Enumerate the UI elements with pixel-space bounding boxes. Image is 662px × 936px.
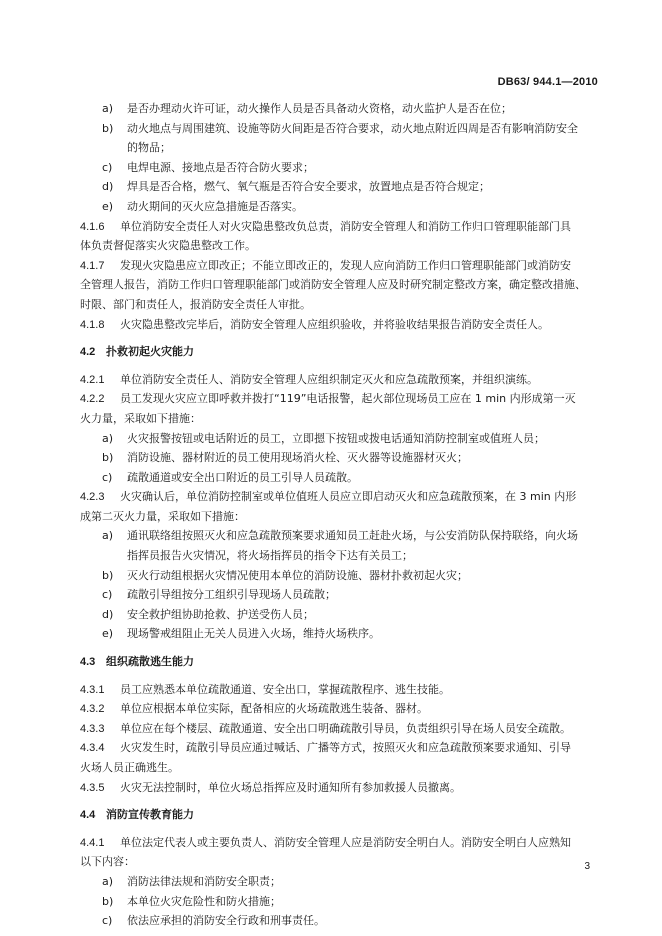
list-item-continuation: 的物品；: [127, 141, 171, 155]
page-number: 3: [584, 861, 590, 872]
list-item: c) 疏散通道或安全出口附近的员工引导人员疏散。: [102, 470, 358, 484]
list-item: a) 是否办理动火许可证，动火操作人员是否具备动火资格，动火监护人是否在位；: [102, 102, 512, 115]
clause-continuation: 火力量，采取如下措施：: [80, 411, 201, 425]
clause-4-3-2: 4.3.2 单位应根据本单位实际，配备相应的火场疏散逃生装备、器材。: [80, 702, 428, 716]
list-item: b) 动火地点与周围建筑、设施等防火间距是否符合要求，动火地点附近四周是否有影响消防安全: [102, 121, 578, 135]
clause-4-3-4: 4.3.4 火灾发生时，疏散引导员应通过喊话、广播等方式，按照灭火和应急疏散预案要求通知、引导: [80, 741, 571, 755]
clause-4-2-1: 4.2.1 单位消防安全责任人、消防安全管理人应组织制定灭火和应急疏散预案，并组织演练。: [80, 372, 538, 386]
clause-continuation: 体负责督促落实火灾隐患整改工作。: [80, 239, 256, 253]
list-item: a) 消防法律法规和消防安全职责；: [102, 874, 281, 888]
clause-4-3-5: 4.3.5 火灾无法控制时，单位火场总指挥应及时通知所有参加救援人员撤离。: [80, 780, 461, 794]
section-heading-4-3: 4.3 组织疏散逃生能力: [80, 655, 194, 669]
clause-continuation: 时限、部门和责任人，报消防安全责任人审批。: [80, 297, 311, 311]
clause-4-1-8: 4.1.8 火灾隐患整改完毕后，消防安全管理人应组织验收，并将验收结果报告消防安全责任人。: [80, 317, 549, 331]
clause-4-2-2: 4.2.2 员工发现火灾应立即呼救并拨打“119”电话报警，起火部位现场员工应在 1 min 内形成第一灭: [80, 392, 576, 406]
document-body: [80, 99, 602, 931]
section-heading-4-2: 4.2 扑救初起火灾能力: [80, 345, 194, 359]
list-item: c) 电焊电源、接地点是否符合防火要求；: [102, 160, 314, 174]
clause-continuation: 全管理人报告，消防工作归口管理职能部门或消防安全管理人应及时研究制定整改方案，确定整改措施、: [80, 278, 586, 292]
list-item: c) 疏散引导组按分工组织引导现场人员疏散；: [102, 588, 336, 602]
list-item: a) 火灾报警按钮或电话附近的员工，立即摁下按钮或拨电话通知消防控制室或值班人员；: [102, 431, 545, 445]
clause-4-3-3: 4.3.3 单位应在每个楼层、疏散通道、安全出口明确疏散引导员，负责组织引导在场人员安全疏散。: [80, 721, 571, 735]
list-item: b) 消防设施、器材附近的员工使用现场消火栓、灭火器等设施器材灭火；: [102, 451, 468, 465]
list-item: e) 现场警戒组阻止无关人员进入火场，维持火场秩序。: [102, 627, 380, 641]
list-item: b) 本单位火灾危险性和防火措施；: [102, 894, 281, 908]
clause-continuation: 以下内容：: [80, 855, 135, 869]
clause-4-1-7: 4.1.7 发现火灾隐患应立即改正；不能立即改正的，发现人应向消防工作归口管理职能部门或消防安: [80, 258, 571, 272]
clause-continuation: 火场人员正确逃生。: [80, 761, 179, 774]
list-item: d) 安全救护组协助抢救、护送受伤人员；: [102, 607, 314, 621]
clause-4-2-3: 4.2.3 火灾确认后，单位消防控制室或单位值班人员应立即启动灭火和应急疏散预案，在 3 min 内形: [80, 490, 577, 504]
clause-4-4-1: 4.4.1 单位法定代表人或主要负责人、消防安全管理人应是消防安全明白人。消防安全明白人应熟知: [80, 835, 571, 849]
document-id: DB63/ 944.1—2010: [497, 76, 598, 88]
section-heading-4-4: 4.4 消防宣传教育能力: [80, 808, 194, 822]
list-item: b) 灭火行动组根据火灾情况使用本单位的消防设施、器材扑救初起火灾；: [102, 568, 468, 582]
clause-4-3-1: 4.3.1 员工应熟悉本单位疏散通道、安全出口，掌握疏散程序、逃生技能。: [80, 682, 450, 696]
clause-4-1-6: 4.1.6 单位消防安全责任人对火灾隐患整改负总责，消防安全管理人和消防工作归口管理职能部门具: [80, 219, 571, 233]
list-item: a) 通讯联络组按照灭火和应急疏散预案要求通知员工赶赴火场，与公安消防队保持联络，向火场: [102, 529, 578, 543]
list-item: c) 依法应承担的消防安全行政和刑事责任。: [102, 914, 325, 928]
list-item: e) 动火期间的灭火应急措施是否落实。: [102, 199, 303, 213]
list-item: d) 焊具是否合格，燃气、氧气瓶是否符合安全要求，放置地点是否符合规定；: [102, 180, 490, 194]
list-item-continuation: 指挥员报告火灾情况，将火场指挥员的指令下达有关员工；: [127, 549, 413, 563]
clause-continuation: 成第二灭火力量，采取如下措施：: [80, 509, 245, 523]
